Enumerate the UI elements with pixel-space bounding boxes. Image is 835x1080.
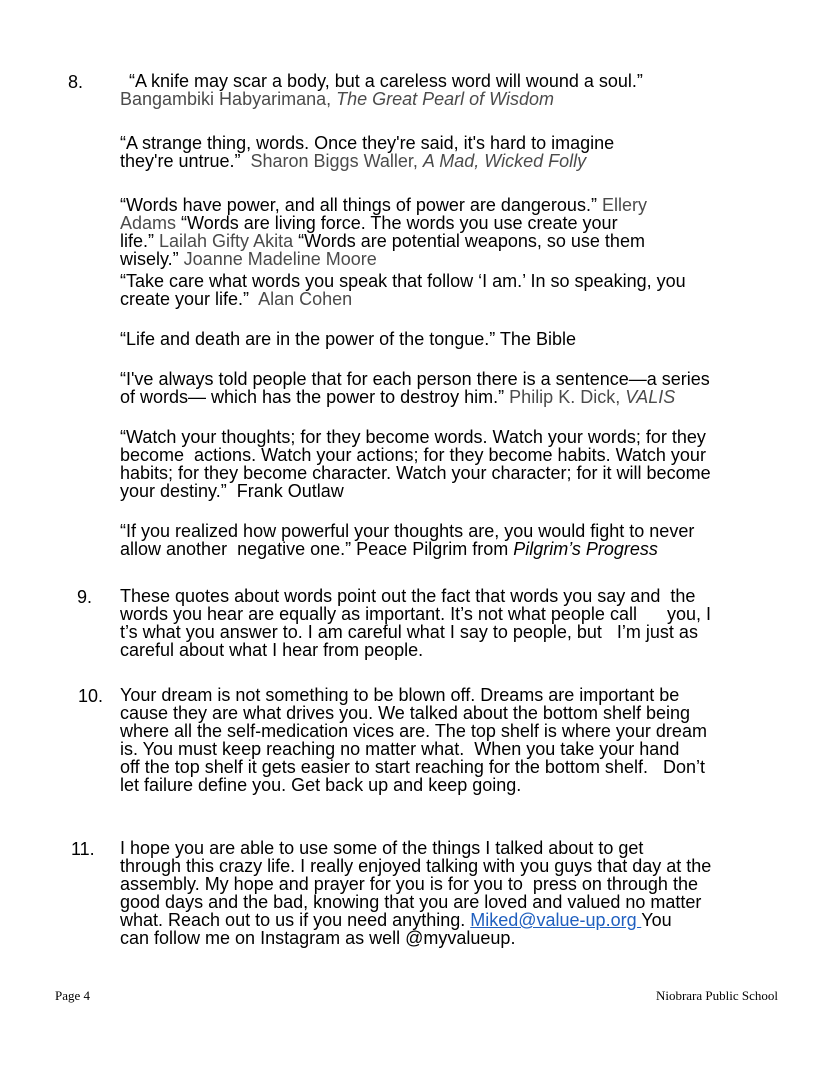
quote-3-text-a: “Words have power, and all things of power are dangerous.” — [120, 195, 602, 215]
quote-3-text-b-end: life.” — [120, 231, 160, 251]
item-9-number: 9. — [77, 587, 93, 607]
item-10-line: let failure define you. Get back up and keep going. — [120, 775, 522, 795]
item-11-line: can follow me on Instagram as well @myvalueup. — [120, 928, 516, 948]
quote-2-author: Sharon Biggs Waller, — [250, 151, 423, 171]
item-11-line: assembly. My hope and prayer for you is for you to press on through the — [120, 874, 698, 894]
item-10-line: off the top shelf it gets easier to start reaching for the bottom shelf. Don’t — [120, 757, 705, 777]
quote-4-line-2 — [120, 290, 770, 308]
item-10-line: where all the self-medication vices are. The top shelf is where your dream — [120, 721, 707, 741]
quote-3-text-b: “Words are living force. The words you use create your — [176, 213, 618, 233]
item-10-paragraph — [120, 686, 770, 794]
quote-8-line-1: “If you realized how powerful your thoughts are, you would fight to never — [120, 521, 695, 541]
quote-7-line-2: become actions. Watch your actions; for they become habits. Watch your — [120, 445, 706, 465]
quote-3-line-1 — [120, 196, 770, 214]
quote-6-source: VALIS — [625, 387, 676, 407]
quote-3-text-c-end: wisely.” — [120, 249, 184, 269]
quote-4-text-end: create your life.” — [120, 289, 259, 309]
quote-3-author-a-last: Adams — [120, 213, 177, 233]
item-9-line: t’s what you answer to. I am careful what I say to people, but I’m just as — [120, 622, 698, 642]
quote-4-author: Alan Cohen — [258, 289, 353, 309]
quote-6-line-1: “I've always told people that for each person there is a sentence—a series — [120, 369, 710, 389]
quote-3-line-2 — [120, 214, 770, 232]
item-10-number: 10. — [78, 686, 104, 706]
quote-2-line-2 — [120, 152, 770, 170]
quote-8-text-end: allow another negative one.” Peace Pilgrim from — [120, 539, 514, 559]
quote-1-source: The Great Pearl of Wisdom — [336, 89, 555, 109]
quote-3-author-b: Lailah Gifty Akita — [159, 231, 294, 251]
quote-8-line-2 — [120, 540, 770, 558]
item-11-line: good days and the bad, knowing that you are loved and valued no matter — [120, 892, 702, 912]
email-link[interactable]: Miked@value-up.org — [470, 910, 642, 930]
item-11-line-email — [120, 911, 770, 929]
quote-6-text-end: of words— which has the power to destroy him.” — [120, 387, 510, 407]
item-11-line: through this crazy life. I really enjoyed talking with you guys that day at the — [120, 856, 712, 876]
item-9-line: words you hear are equally as important. It’s not what people call you, I — [120, 604, 711, 624]
item-9-line: These quotes about words point out the fact that words you say and the — [120, 586, 696, 606]
footer-page-number: Page 4 — [55, 988, 91, 1003]
quote-3-line-3 — [120, 232, 770, 250]
quote-6-author: Philip K. Dick, — [509, 387, 626, 407]
item-11-text-after-link: You — [641, 910, 672, 930]
item-11-paragraph — [120, 839, 770, 947]
item-11-text: what. Reach out to us if you need anything. — [120, 910, 471, 930]
quote-7-line-4: your destiny.” Frank Outlaw — [120, 481, 344, 501]
quote-1-attribution — [120, 90, 770, 108]
item-8-quotes — [120, 72, 770, 558]
item-10-line: Your dream is not something to be blown off. Dreams are important be — [120, 685, 680, 705]
item-8-number: 8. — [68, 72, 84, 92]
item-10-line: is. You must keep reaching no matter what. When you take your hand — [120, 739, 680, 759]
quote-2-line-1: “A strange thing, words. Once they're said, it's hard to imagine — [120, 133, 615, 153]
quote-3-line-4 — [120, 250, 770, 268]
item-11-line: I hope you are able to use some of the things I talked about to get — [120, 838, 644, 858]
item-9-paragraph — [120, 587, 770, 659]
quote-5: “Life and death are in the power of the tongue.” The Bible — [120, 329, 576, 349]
footer-school-name: Niobrara Public School — [655, 988, 778, 1003]
quote-6-line-2 — [120, 388, 770, 406]
quote-3-author-a-first: Ellery — [601, 195, 647, 215]
quote-3-text-c: “Words are potential weapons, so use them — [293, 231, 645, 251]
quote-8-source: Pilgrim’s Progress — [513, 539, 658, 559]
quote-3-author-c: Joanne Madeline Moore — [183, 249, 377, 269]
quote-2-text-end: they're untrue.” — [120, 151, 251, 171]
quote-2-source: A Mad, Wicked Folly — [422, 151, 587, 171]
quote-7-line-1: “Watch your thoughts; for they become words. Watch your words; for they — [120, 427, 706, 447]
quote-7-line-3: habits; for they become character. Watch your character; for it will become — [120, 463, 711, 483]
item-11-number: 11. — [71, 839, 95, 859]
item-10-line: cause they are what drives you. We talked about the bottom shelf being — [120, 703, 691, 723]
item-9-line: careful about what I hear from people. — [120, 640, 424, 660]
quote-1-author: Bangambiki Habyarimana, — [120, 89, 337, 109]
quote-1-text: “A knife may scar a body, but a careless word will wound a soul.” — [129, 71, 643, 91]
quote-4-line-1: “Take care what words you speak that follow ‘I am.’ In so speaking, you — [120, 271, 686, 291]
